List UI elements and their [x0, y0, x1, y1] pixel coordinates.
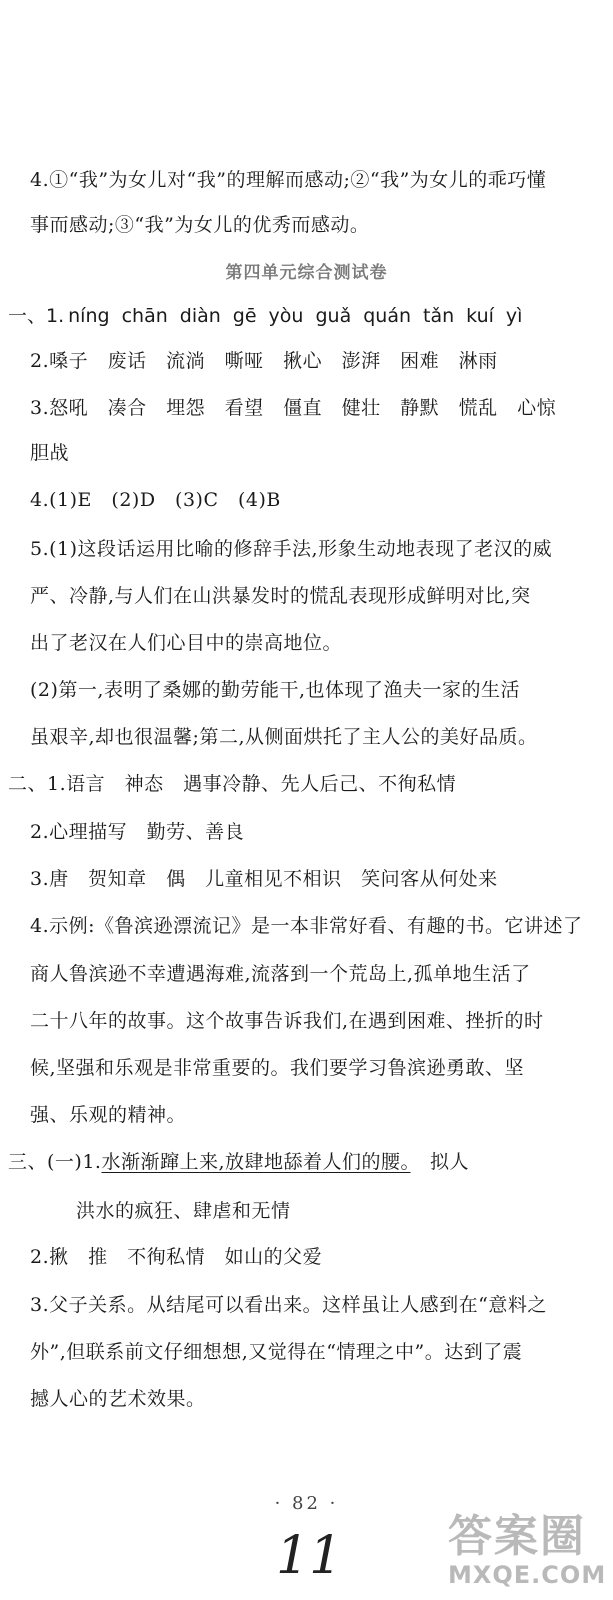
answer-line: 事而感动;③“我”为女儿的优秀而感动。: [30, 214, 370, 236]
answer-line: 二、1.语言 神态 遇事冷静、先人后己、不徇私情: [8, 773, 457, 795]
section3-first-line: [8, 1150, 469, 1174]
watermark-url: MXQE.COM: [448, 1561, 607, 1589]
answer-line: 4.①“我”为女儿对“我”的理解而感动;②“我”为女儿的乖巧懂: [30, 169, 547, 191]
answer-line: 2.嗓子 废话 流淌 嘶哑 揪心 澎湃 困难 淋雨: [30, 350, 498, 372]
pinyin-prefix: 一、1.: [8, 305, 65, 327]
answer-line: 强、乐观的精神。: [30, 1104, 187, 1126]
handwritten-number: 11: [276, 1526, 343, 1586]
section3-suffix: 拟人: [410, 1151, 470, 1173]
pinyin-syllable: tǎn: [423, 305, 455, 327]
page-number: · 82 ·: [274, 1493, 339, 1514]
answer-line: 3.怒吼 凑合 埋怨 看望 僵直 健壮 静默 慌乱 心惊: [30, 397, 557, 419]
answer-line: 严、冷静,与人们在山洪暴发时的慌乱表现形成鲜明对比,突: [30, 585, 531, 607]
answer-line: 出了老汉在人们心目中的崇高地位。: [30, 632, 343, 654]
answer-line: 3.唐 贺知章 偶 儿童相见不相识 笑问客从何处来: [30, 868, 498, 890]
answer-line: 5.(1)这段话运用比喻的修辞手法,形象生动地表现了老汉的威: [30, 538, 553, 560]
pinyin-syllable: níng: [68, 305, 110, 327]
pinyin-syllable: quán: [363, 305, 412, 327]
pinyin-syllable: diàn: [179, 305, 221, 327]
pinyin-syllable: gē: [232, 305, 257, 327]
pinyin-syllable: kuí: [466, 305, 494, 327]
answer-line: 撼人心的艺术效果。: [30, 1388, 206, 1410]
answer-line: 4.示例:《鲁滨逊漂流记》是一本非常好看、有趣的书。它讲述了: [30, 915, 583, 937]
answer-line: (2)第一,表明了桑娜的勤劳能干,也体现了渔夫一家的生活: [30, 679, 520, 701]
section3-prefix: 三、(一)1.: [8, 1151, 102, 1173]
pinyin-syllable: guǎ: [315, 305, 352, 327]
answer-line: 外”,但联系前文仔细想想,又觉得在“情理之中”。达到了震: [30, 1341, 523, 1363]
answer-line: 3.父子关系。从结尾可以看出来。这样虽让人感到在“意料之: [30, 1294, 547, 1316]
pinyin-syllable: chān: [121, 305, 168, 327]
watermark-logo: [448, 1512, 608, 1588]
pinyin-line: [8, 304, 608, 328]
answer-line: 二十八年的故事。这个故事告诉我们,在遇到困难、挫折的时: [30, 1010, 544, 1032]
answer-line: 商人鲁滨逊不幸遭遇海难,流落到一个荒岛上,孤单地生活了: [30, 963, 531, 985]
answer-line: 候,坚强和乐观是非常重要的。我们要学习鲁滨逊勇敢、坚: [30, 1057, 525, 1079]
pinyin-syllable: yì: [505, 305, 523, 327]
answer-line: 虽艰辛,却也很温馨;第二,从侧面烘托了主人公的美好品质。: [30, 726, 538, 748]
pinyin-syllable: yòu: [268, 305, 304, 327]
answer-line: 2.揪 推 不徇私情 如山的父爱: [30, 1246, 323, 1268]
section-title: 第四单元综合测试卷: [225, 263, 388, 283]
watermark-text: 答案圈: [448, 1511, 586, 1562]
underlined-answer: 水渐渐蹿上来,放肆地舔着人们的腰。: [101, 1151, 411, 1173]
answer-line: 4.(1)E (2)D (3)C (4)B: [30, 489, 281, 511]
answer-line: 胆战: [30, 442, 70, 464]
answer-line: 洪水的疯狂、肆虐和无情: [76, 1200, 291, 1222]
answer-line: 2.心理描写 勤劳、善良: [30, 821, 245, 843]
